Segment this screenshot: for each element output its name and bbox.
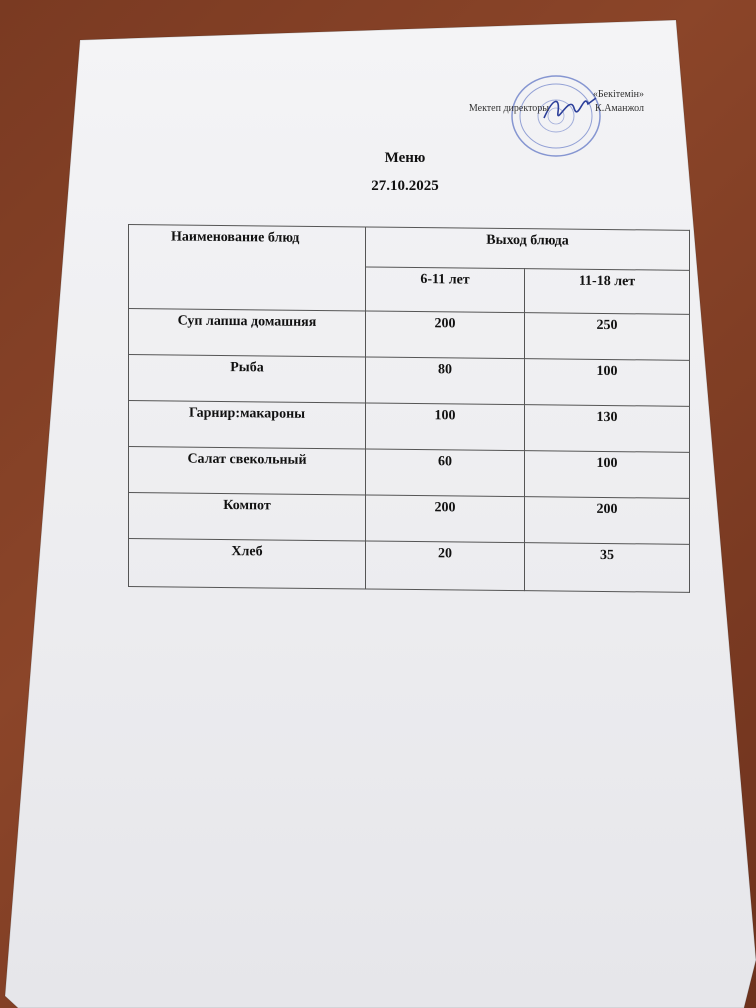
dish-portion-6-11: 60 <box>366 449 525 497</box>
dish-portion-11-18: 250 <box>525 313 690 361</box>
dish-portion-11-18: 100 <box>525 451 690 499</box>
dish-portion-6-11: 80 <box>366 357 525 405</box>
dish-portion-6-11: 100 <box>366 403 525 451</box>
approval-block <box>469 88 644 116</box>
header-age-group-1: 6-11 лет <box>366 267 525 313</box>
dish-name: Салат свекольный <box>129 447 366 495</box>
director-position: Мектеп директоры <box>468 103 550 114</box>
approved-label: «Бекітемін» <box>592 89 644 100</box>
header-dish-name: Наименование блюд <box>129 225 366 311</box>
dish-portion-6-11: 200 <box>366 311 525 359</box>
table-row <box>129 309 690 361</box>
dish-portion-11-18: 35 <box>525 543 690 593</box>
dish-name: Суп лапша домашняя <box>129 309 366 357</box>
table-row <box>129 355 690 407</box>
table-row <box>129 447 690 499</box>
table-row <box>129 401 690 453</box>
dish-portion-11-18: 100 <box>525 359 690 407</box>
director-name: К.Аманжол <box>595 103 644 114</box>
header-output: Выход блюда <box>366 227 690 270</box>
dish-name: Компот <box>129 493 366 541</box>
dish-name: Рыба <box>129 355 366 403</box>
dish-portion-6-11: 20 <box>366 541 525 591</box>
document-date: 27.10.2025 <box>371 178 439 194</box>
header-age-group-2: 11-18 лет <box>525 269 690 315</box>
dish-portion-11-18: 200 <box>525 497 690 545</box>
dish-portion-11-18: 130 <box>525 405 690 453</box>
table-row <box>129 493 690 545</box>
dish-portion-6-11: 200 <box>366 495 525 543</box>
document-title: Меню <box>384 150 426 166</box>
dish-name: Гарнир:макароны <box>129 401 366 449</box>
menu-table <box>128 224 690 593</box>
dish-name: Хлеб <box>129 539 366 589</box>
table-row <box>129 539 690 593</box>
